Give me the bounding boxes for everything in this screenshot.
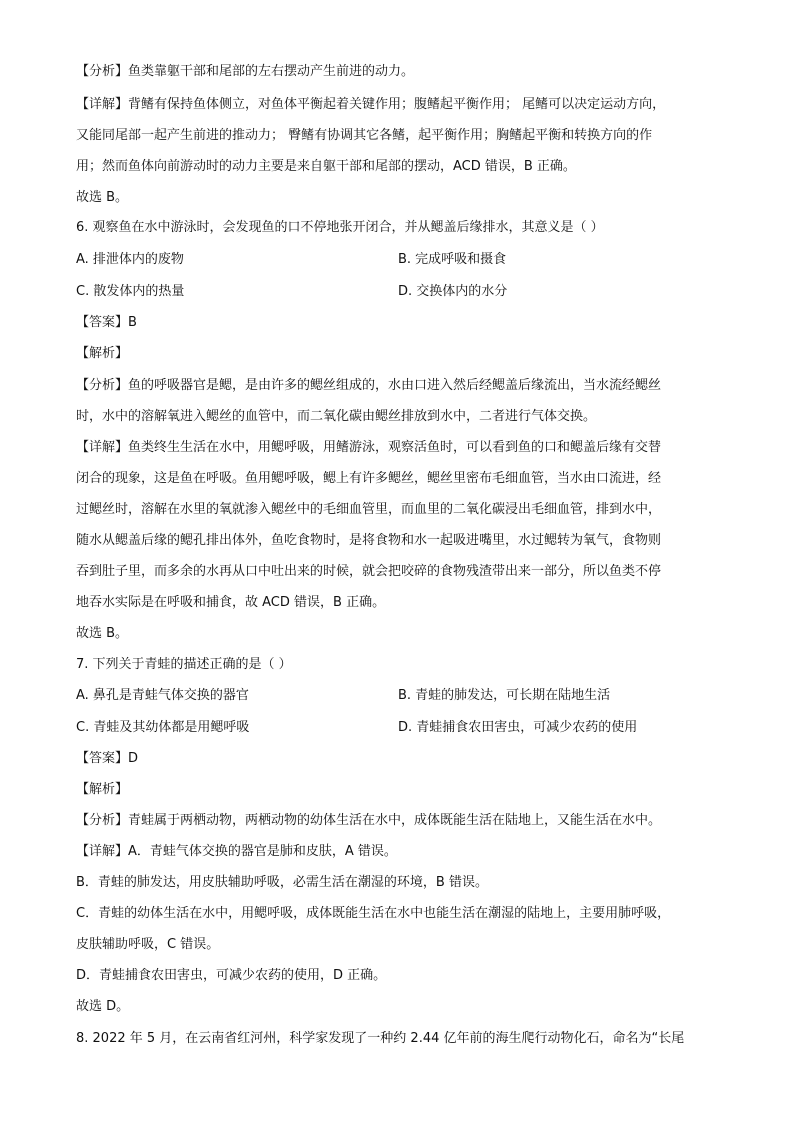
q6-answer: 【答案】B bbox=[76, 315, 137, 330]
q7-option-a: A. 鼻孔是青蛙气体交换的器官 bbox=[76, 688, 249, 703]
q7-detail-line-1: 【详解】A．青蛙气体交换的器官是肺和皮肤，A 错误。 bbox=[76, 844, 397, 859]
q6-conclusion: 故选 B。 bbox=[76, 626, 129, 641]
q7-answer: 【答案】D bbox=[76, 751, 139, 766]
q7-detail-line-3: C．青蛙的幼体生活在水中，用鳃呼吸，成体既能生活在水中也能生活在潮湿的陆地上，主要用肺呼吸， bbox=[76, 906, 671, 921]
q7-conclusion: 故选 D。 bbox=[76, 999, 130, 1014]
q6-option-c: C. 散发体内的热量 bbox=[76, 284, 185, 299]
q7-option-c: C. 青蛙及其幼体都是用鳃呼吸 bbox=[76, 720, 250, 735]
q6-stem: 6. 观察鱼在水中游泳时，会发现鱼的口不停地张开闭合，并从鳃盖后缘排水，其意义是（ ） bbox=[76, 220, 604, 235]
q7-analysis: 【分析】青蛙属于两栖动物，两栖动物的幼体生活在水中，成体既能生活在陆地上，又能生活在水中。 bbox=[76, 813, 662, 828]
q7-jiexi: 【解析】 bbox=[76, 782, 129, 797]
q6-detail-line-6: 地吞水实际是在呼吸和捕食，故 ACD 错误，B 正确。 bbox=[76, 595, 386, 610]
q6-analysis-line-2: 时，水中的溶解氧进入鳃丝的血管中，而二氧化碳由鳃丝排放到水中，二者进行气体交换。 bbox=[76, 409, 597, 424]
q7-detail-line-5: D．青蛙捕食农田害虫，可减少农药的使用，D 正确。 bbox=[76, 968, 387, 983]
q7-detail-line-4: 皮肤辅助呼吸，C 错误。 bbox=[76, 937, 220, 952]
q6-detail-line-5: 吞到肚子里，而多余的水再从口中吐出来的时候，就会把咬碎的食物残渣带出来一部分，所以鱼类不停 bbox=[76, 564, 662, 579]
q7-stem: 7. 下列关于青蛙的描述正确的是（ ） bbox=[76, 657, 292, 672]
q5-detail-line-1: 【详解】背鳍有保持鱼体侧立，对鱼体平衡起着关键作用；腹鳍起平衡作用； 尾鳍可以决定运动方向， bbox=[76, 97, 666, 112]
q5-detail-line-2: 又能同尾部一起产生前进的推动力； 臀鳍有协调其它各鳍，起平衡作用；胸鳍起平衡和转换方向的作 bbox=[76, 128, 653, 143]
q6-option-a: A. 排泄体内的废物 bbox=[76, 252, 184, 267]
q6-detail-line-1: 【详解】鱼类终生生活在水中，用鳃呼吸，用鳍游泳，观察活鱼时，可以看到鱼的口和鳃盖后缘有交替 bbox=[76, 440, 662, 455]
q6-analysis-line-1: 【分析】鱼的呼吸器官是鳃，是由许多的鳃丝组成的，水由口进入然后经鳃盖后缘流出，当水流经鳃丝 bbox=[76, 378, 662, 393]
q7-option-d: D. 青蛙捕食农田害虫，可减少农药的使用 bbox=[398, 720, 638, 735]
q6-detail-line-2: 闭合的现象，这是鱼在呼吸。鱼用鳃呼吸，鳃上有许多鳃丝，鳃丝里密布毛细血管，当水由口流进，经 bbox=[76, 471, 662, 486]
q5-analysis: 【分析】鱼类靠躯干部和尾部的左右摆动产生前进的动力。 bbox=[76, 64, 415, 79]
q5-conclusion: 故选 B。 bbox=[76, 190, 129, 205]
q5-detail-line-3: 用；然而鱼体向前游动时的动力主要是来自躯干部和尾部的摆动，ACD 错误，B 正确。 bbox=[76, 159, 576, 174]
q7-detail-line-2: B．青蛙的肺发达，用皮肤辅助呼吸，必需生活在潮湿的环境，B 错误。 bbox=[76, 875, 488, 890]
q6-option-b: B. 完成呼吸和摄食 bbox=[398, 252, 507, 267]
q6-jiexi: 【解析】 bbox=[76, 346, 129, 361]
q6-option-d: D. 交换体内的水分 bbox=[398, 284, 508, 299]
q6-detail-line-4: 随水从鳃盖后缘的鳃孔排出体外，鱼吃食物时，是将食物和水一起吸进嘴里，水过鳃转为氧气，食物则 bbox=[76, 533, 662, 548]
q6-detail-line-3: 过鳃丝时，溶解在水里的氧就渗入鳃丝中的毛细血管里，而血里的二氧化碳浸出毛细血管，排到水中， bbox=[76, 502, 662, 517]
q8-stem: 8. 2022 年 5 月，在云南省红河州，科学家发现了一种约 2.44 亿年前的海生爬行动物化石，命名为“长尾 bbox=[76, 1031, 685, 1046]
q7-option-b: B. 青蛙的肺发达，可长期在陆地生活 bbox=[398, 688, 611, 703]
